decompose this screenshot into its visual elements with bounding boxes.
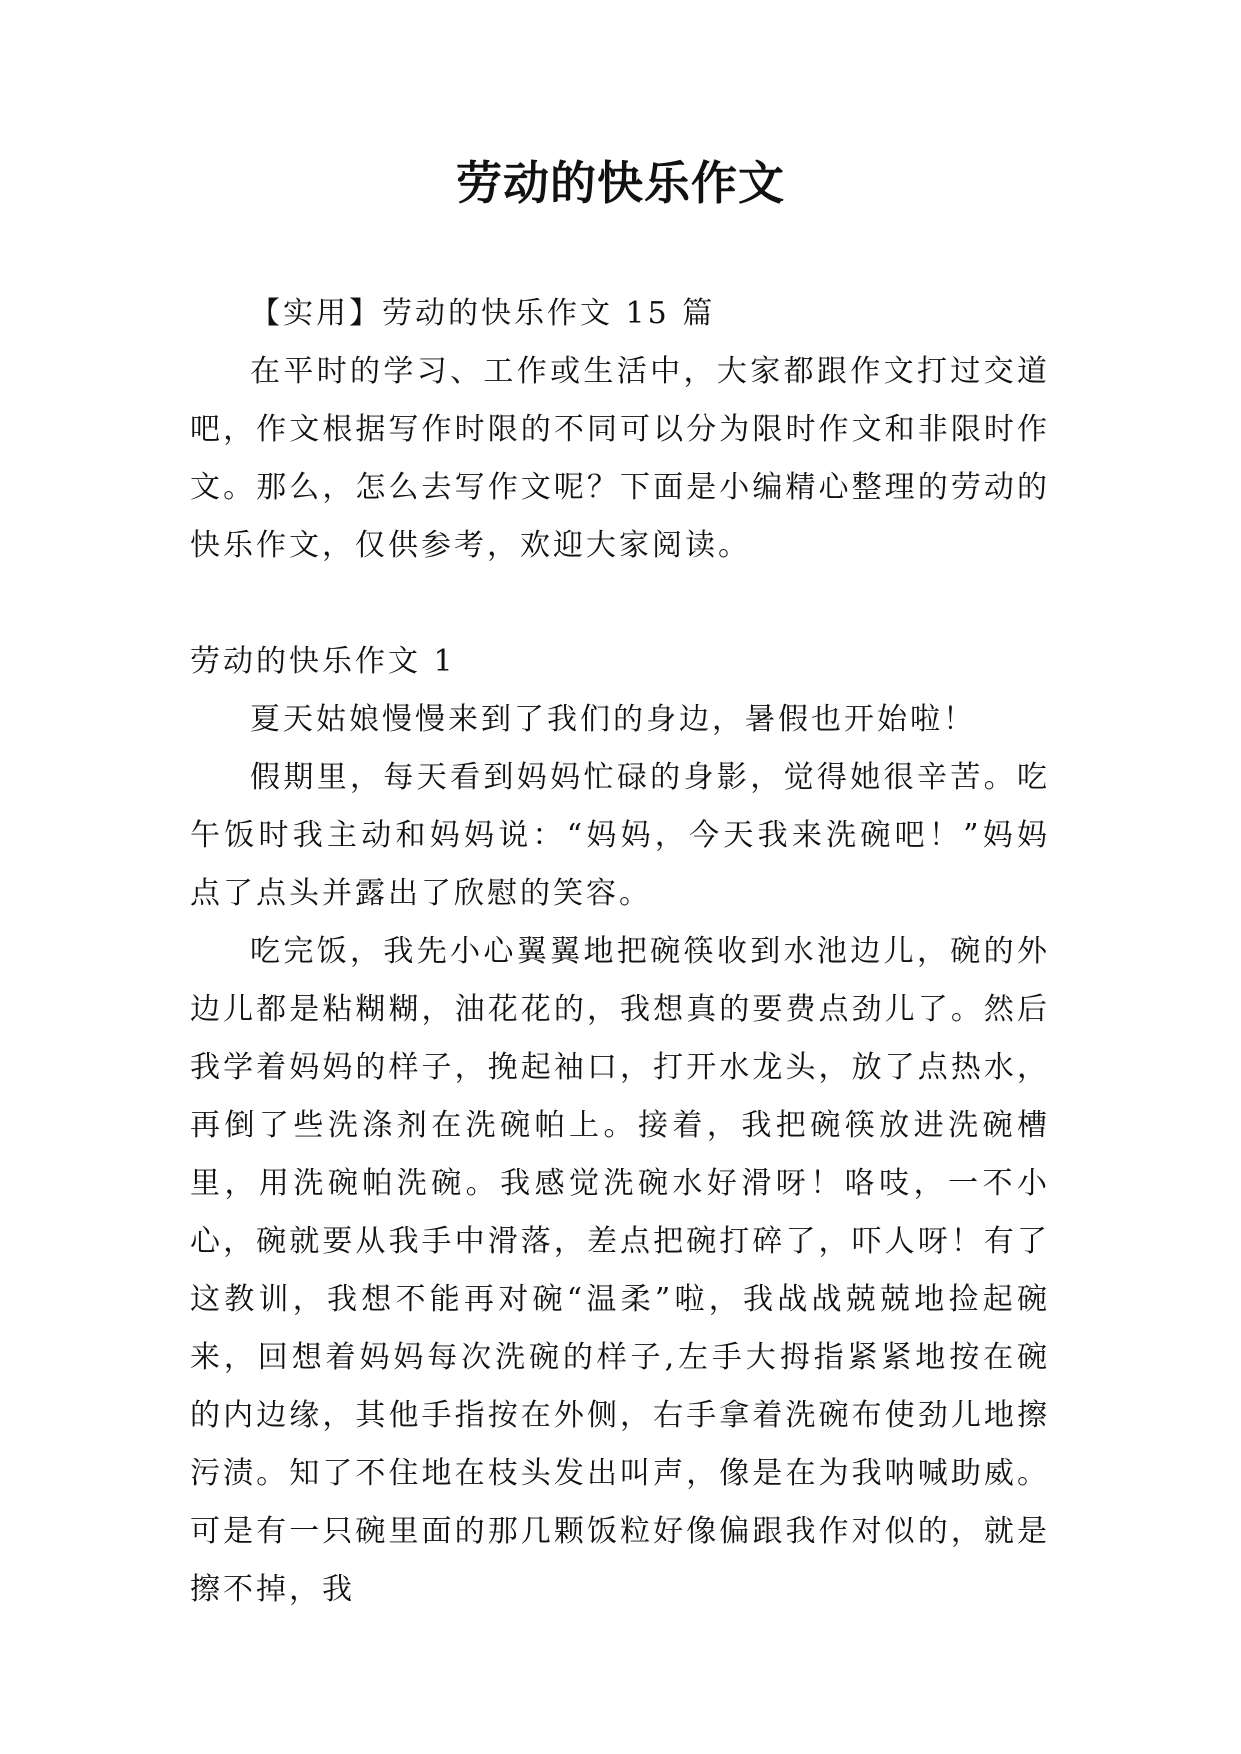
paragraph: 吃完饭，我先小心翼翼地把碗筷收到水池边儿，碗的外边儿都是粘糊糊，油花花的，我想真的要费点劲儿了。然后我学着妈妈的样子，挽起袖口，打开水龙头，放了点热水，再倒了些洗涤剂在洗碗帕上。接着，我把碗筷放进洗碗槽里，用洗碗帕洗碗。我感觉洗碗水好滑呀！咯吱，一不小心，碗就要从我手中滑落，差点把碗打碎了，吓人呀！有了这教训，我想不能再对碗“温柔”啦，我战战兢兢地捡起碗来，回想着妈妈每次洗碗的样子,左手大拇指紧紧地按在碗的内边缘，其他手指按在外侧，右手拿着洗碗布使劲儿地擦污渍。知了不住地在枝头发出叫声，像是在为我呐喊助威。可是有一只碗里面的那几颗饭粒好像偏跟我作对似的，就是擦不掉，我	[190, 934, 1050, 1607]
page-title: 劳动的快乐作文	[456, 156, 785, 210]
paragraph: 夏天姑娘慢慢来到了我们的身边，暑假也开始啦！	[250, 702, 976, 737]
intro-paragraph: 在平时的学习、工作或生活中，大家都跟作文打过交道吧，作文根据写作时限的不同可以分为限时作文和非限时作文。那么，怎么去写作文呢？下面是小编精心整理的劳动的快乐作文，仅供参考，欢迎大家阅读。	[190, 354, 1050, 563]
paragraph: 假期里，每天看到妈妈忙碌的身影，觉得她很辛苦。吃午饭时我主动和妈妈说：“妈妈，今天我来洗碗吧！”妈妈点了点头并露出了欣慰的笑容。	[190, 760, 1050, 911]
document-body	[190, 285, 1050, 1619]
intro-line: 【实用】劳动的快乐作文 15 篇	[250, 296, 716, 331]
section-heading: 劳动的快乐作文 1	[190, 644, 456, 679]
